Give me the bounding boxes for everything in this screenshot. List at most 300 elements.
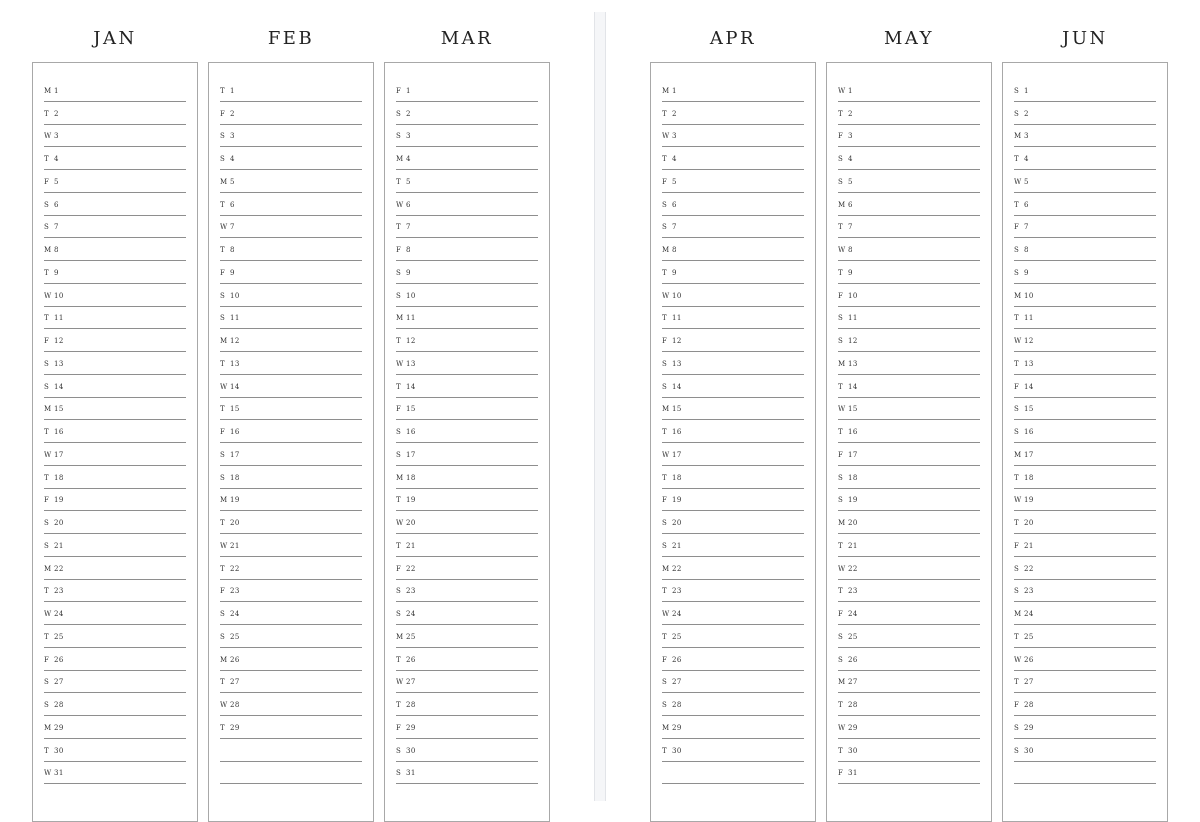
weekday-letter: S — [44, 541, 50, 550]
weekday-letter: M — [838, 359, 846, 368]
day-number: 18 — [848, 473, 858, 482]
weekday-letter: S — [44, 519, 50, 527]
day-number: 25 — [848, 632, 858, 641]
day-row — [220, 739, 362, 762]
weekday-letter: M — [1014, 610, 1022, 618]
day-number: 17 — [406, 450, 416, 459]
weekday-letter: T — [662, 155, 668, 163]
day-number: 22 — [406, 564, 416, 573]
day-row — [396, 739, 538, 762]
day-number: 21 — [230, 541, 240, 550]
weekday-letter: S — [662, 200, 668, 209]
weekday-letter: W — [838, 86, 846, 95]
day-row — [396, 398, 538, 421]
day-number: 8 — [406, 246, 411, 254]
weekday-letter: M — [662, 564, 670, 573]
day-row — [220, 352, 362, 375]
day-row — [44, 762, 186, 785]
day-row — [838, 557, 980, 580]
day-number: 19 — [406, 496, 416, 505]
weekday-letter: S — [396, 450, 402, 459]
day-number: 21 — [406, 541, 416, 550]
day-number: 8 — [1024, 246, 1029, 254]
day-row — [1014, 284, 1156, 307]
day-number: 13 — [54, 359, 64, 368]
weekday-letter: T — [220, 519, 226, 527]
weekday-letter: M — [396, 314, 404, 323]
weekday-letter: T — [396, 701, 402, 709]
day-number: 16 — [54, 428, 64, 436]
month-title: MAR — [440, 28, 494, 49]
day-row — [1014, 193, 1156, 216]
weekday-letter: T — [1014, 314, 1020, 323]
weekday-letter: T — [662, 632, 668, 641]
weekday-letter: T — [838, 746, 844, 755]
day-number: 24 — [54, 610, 64, 618]
day-row — [662, 261, 804, 284]
weekday-letter: M — [1014, 291, 1022, 300]
day-number: 11 — [54, 314, 64, 323]
weekday-letter: S — [838, 632, 844, 641]
day-row — [1014, 580, 1156, 603]
day-number: 7 — [672, 223, 677, 232]
day-row — [838, 125, 980, 148]
day-row — [396, 580, 538, 603]
weekday-letter: W — [838, 246, 846, 254]
day-row — [1014, 625, 1156, 648]
day-number: 15 — [672, 405, 682, 414]
weekday-letter: S — [220, 291, 226, 300]
day-row — [44, 147, 186, 170]
day-number: 24 — [1024, 610, 1034, 618]
weekday-letter: M — [662, 723, 670, 732]
weekday-letter: S — [220, 473, 226, 482]
day-row — [838, 716, 980, 739]
day-number: 14 — [54, 382, 64, 391]
day-row — [662, 489, 804, 512]
day-number: 9 — [54, 268, 59, 277]
day-row — [662, 375, 804, 398]
day-number: 10 — [230, 291, 240, 300]
weekday-letter: M — [220, 655, 228, 664]
weekday-letter: T — [44, 268, 50, 277]
weekday-letter: W — [44, 769, 52, 778]
day-row — [44, 489, 186, 512]
month-title: APR — [709, 28, 757, 49]
weekday-letter: T — [838, 382, 844, 391]
day-row — [44, 170, 186, 193]
day-number: 28 — [406, 701, 416, 709]
day-row — [44, 671, 186, 694]
day-number: 22 — [230, 564, 240, 573]
day-row — [396, 602, 538, 625]
day-row — [662, 147, 804, 170]
weekday-letter: S — [1014, 86, 1020, 95]
day-row — [662, 602, 804, 625]
day-row — [396, 648, 538, 671]
day-row — [220, 602, 362, 625]
day-number: 27 — [672, 678, 682, 687]
weekday-letter: S — [220, 132, 226, 141]
day-row — [838, 398, 980, 421]
day-row — [220, 625, 362, 648]
day-row — [662, 739, 804, 762]
day-number: 26 — [230, 655, 240, 664]
day-number: 9 — [848, 268, 853, 277]
day-row — [662, 580, 804, 603]
day-row — [1014, 739, 1156, 762]
day-row — [220, 580, 362, 603]
day-row — [396, 671, 538, 694]
day-row — [44, 443, 186, 466]
day-number: 28 — [230, 701, 240, 709]
day-number: 1 — [406, 86, 411, 95]
day-row — [44, 716, 186, 739]
day-row — [396, 238, 538, 261]
weekday-letter: W — [1014, 337, 1022, 345]
day-number: 11 — [1024, 314, 1034, 323]
day-number: 26 — [54, 655, 64, 664]
day-number: 13 — [848, 359, 858, 368]
day-number: 18 — [406, 473, 416, 482]
day-row — [662, 466, 804, 489]
weekday-letter: S — [1014, 268, 1020, 277]
weekday-letter: F — [1014, 541, 1020, 550]
weekday-letter: T — [44, 155, 50, 163]
day-row — [44, 648, 186, 671]
day-row — [396, 125, 538, 148]
day-row — [44, 216, 186, 239]
day-number: 22 — [54, 564, 64, 573]
day-number: 22 — [1024, 564, 1034, 573]
weekday-letter: W — [396, 678, 404, 687]
day-number: 5 — [230, 177, 235, 186]
weekday-letter: M — [396, 473, 404, 482]
day-number: 17 — [1024, 450, 1034, 459]
weekday-letter: F — [838, 132, 844, 141]
day-number: 2 — [1024, 109, 1029, 118]
day-row — [396, 443, 538, 466]
weekday-letter: W — [1014, 177, 1022, 186]
day-row — [220, 170, 362, 193]
day-number: 23 — [54, 587, 64, 596]
day-row — [220, 693, 362, 716]
weekday-letter: T — [44, 473, 50, 482]
day-number: 27 — [1024, 678, 1034, 687]
day-number: 25 — [672, 632, 682, 641]
weekday-letter: W — [662, 610, 670, 618]
day-row — [1014, 648, 1156, 671]
weekday-letter: T — [838, 268, 844, 277]
day-row — [662, 238, 804, 261]
weekday-letter: T — [1014, 200, 1020, 209]
day-row — [396, 489, 538, 512]
day-row — [662, 329, 804, 352]
weekday-letter: T — [662, 746, 668, 755]
weekday-letter: M — [220, 177, 228, 186]
month-box — [1002, 62, 1168, 822]
weekday-letter: T — [396, 337, 402, 345]
weekday-letter: W — [220, 382, 228, 391]
weekday-letter: S — [662, 359, 668, 368]
day-row — [662, 193, 804, 216]
day-number: 20 — [672, 519, 682, 527]
weekday-letter: W — [220, 541, 228, 550]
day-row — [1014, 420, 1156, 443]
day-number: 10 — [54, 291, 64, 300]
day-row — [44, 238, 186, 261]
day-number: 28 — [848, 701, 858, 709]
day-number: 11 — [672, 314, 682, 323]
weekday-letter: S — [838, 473, 844, 482]
weekday-letter: W — [1014, 655, 1022, 664]
weekday-letter: T — [220, 564, 226, 573]
weekday-letter: T — [662, 268, 668, 277]
day-number: 21 — [1024, 541, 1034, 550]
day-row — [44, 693, 186, 716]
day-row — [220, 284, 362, 307]
weekday-letter: T — [396, 541, 402, 550]
weekday-letter: T — [44, 314, 50, 323]
day-number: 3 — [848, 132, 853, 141]
weekday-letter: T — [838, 109, 844, 118]
weekday-letter: S — [838, 655, 844, 664]
day-row — [662, 352, 804, 375]
day-number: 26 — [406, 655, 416, 664]
day-number: 10 — [672, 291, 682, 300]
weekday-letter: M — [44, 405, 52, 414]
weekday-letter: T — [838, 223, 844, 232]
day-row — [662, 284, 804, 307]
day-number: 21 — [672, 541, 682, 550]
weekday-letter: F — [1014, 701, 1020, 709]
day-row — [838, 511, 980, 534]
day-row — [44, 534, 186, 557]
day-row — [44, 375, 186, 398]
weekday-letter: W — [396, 519, 404, 527]
weekday-letter: S — [220, 610, 226, 618]
day-row — [1014, 261, 1156, 284]
day-number: 20 — [406, 519, 416, 527]
weekday-letter: T — [44, 632, 50, 641]
day-row — [396, 329, 538, 352]
weekday-letter: S — [396, 132, 402, 141]
weekday-letter: M — [44, 564, 52, 573]
weekday-letter: M — [220, 496, 228, 505]
weekday-letter: T — [396, 655, 402, 664]
day-number: 12 — [54, 337, 64, 345]
day-number: 15 — [230, 405, 240, 414]
day-row — [838, 671, 980, 694]
day-row — [396, 511, 538, 534]
day-row — [838, 466, 980, 489]
day-number: 2 — [848, 109, 853, 118]
day-number: 28 — [672, 701, 682, 709]
weekday-letter: W — [838, 564, 846, 573]
weekday-letter: T — [220, 246, 226, 254]
day-number: 15 — [1024, 405, 1034, 414]
day-row — [838, 79, 980, 102]
day-row — [838, 739, 980, 762]
weekday-letter: T — [44, 587, 50, 596]
weekday-letter: F — [220, 428, 226, 436]
day-row — [662, 102, 804, 125]
day-row — [838, 147, 980, 170]
day-number: 4 — [1024, 155, 1029, 163]
day-row — [1014, 534, 1156, 557]
weekday-letter: W — [44, 291, 52, 300]
day-row — [396, 466, 538, 489]
weekday-letter: S — [662, 223, 668, 232]
weekday-letter: T — [220, 723, 226, 732]
day-row — [220, 147, 362, 170]
weekday-letter: W — [662, 132, 670, 141]
day-row — [44, 625, 186, 648]
weekday-letter: S — [1014, 428, 1020, 436]
day-row — [396, 170, 538, 193]
weekday-letter: T — [44, 746, 50, 755]
weekday-letter: F — [220, 109, 226, 118]
day-row — [662, 534, 804, 557]
day-number: 12 — [406, 337, 416, 345]
day-number: 9 — [672, 268, 677, 277]
day-number: 24 — [406, 610, 416, 618]
day-row — [220, 261, 362, 284]
weekday-letter: S — [44, 223, 50, 232]
day-number: 8 — [54, 246, 59, 254]
day-row — [1014, 466, 1156, 489]
weekday-letter: T — [1014, 473, 1020, 482]
weekday-letter: S — [838, 337, 844, 345]
day-row — [1014, 511, 1156, 534]
day-number: 21 — [848, 541, 858, 550]
day-number: 27 — [230, 678, 240, 687]
day-number: 14 — [848, 382, 858, 391]
weekday-letter: T — [220, 405, 226, 414]
day-number: 16 — [1024, 428, 1034, 436]
day-number: 12 — [1024, 337, 1034, 345]
weekday-letter: T — [662, 473, 668, 482]
day-row — [662, 648, 804, 671]
day-row — [1014, 307, 1156, 330]
weekday-letter: W — [662, 450, 670, 459]
day-number: 26 — [672, 655, 682, 664]
day-row — [838, 534, 980, 557]
day-row — [662, 216, 804, 239]
day-row — [220, 307, 362, 330]
weekday-letter: F — [838, 769, 844, 778]
weekday-letter: M — [44, 86, 52, 95]
day-number: 13 — [1024, 359, 1034, 368]
day-row — [1014, 557, 1156, 580]
day-number: 23 — [1024, 587, 1034, 596]
day-row — [1014, 693, 1156, 716]
weekday-letter: W — [44, 450, 52, 459]
weekday-letter: M — [662, 246, 670, 254]
weekday-letter: T — [1014, 359, 1020, 368]
weekday-letter: W — [44, 610, 52, 618]
day-number: 2 — [406, 109, 411, 118]
day-number: 25 — [54, 632, 64, 641]
day-number: 31 — [54, 769, 64, 778]
day-number: 29 — [672, 723, 682, 732]
day-number: 7 — [54, 223, 59, 232]
day-number: 29 — [230, 723, 240, 732]
weekday-letter: T — [44, 428, 50, 436]
weekday-letter: W — [220, 223, 228, 232]
day-row — [1014, 398, 1156, 421]
weekday-letter: F — [662, 496, 668, 505]
day-row — [662, 420, 804, 443]
day-row — [1014, 762, 1156, 785]
day-number: 5 — [848, 177, 853, 186]
day-number: 27 — [54, 678, 64, 687]
weekday-letter: S — [396, 268, 402, 277]
month-title: FEB — [267, 28, 315, 49]
day-number: 7 — [1024, 223, 1029, 232]
day-number: 9 — [406, 268, 411, 277]
day-number: 19 — [230, 496, 240, 505]
day-number: 5 — [406, 177, 411, 186]
day-number: 6 — [848, 200, 853, 209]
weekday-letter: F — [838, 450, 844, 459]
day-row — [838, 762, 980, 785]
weekday-letter: S — [1014, 109, 1020, 118]
weekday-letter: S — [44, 200, 50, 209]
weekday-letter: T — [1014, 632, 1020, 641]
day-row — [396, 557, 538, 580]
day-number: 25 — [406, 632, 416, 641]
day-number: 6 — [230, 200, 235, 209]
day-number: 31 — [406, 769, 416, 778]
day-row — [838, 329, 980, 352]
weekday-letter: F — [44, 177, 50, 186]
day-number: 13 — [406, 359, 416, 368]
day-row — [396, 420, 538, 443]
day-row — [838, 102, 980, 125]
day-row — [396, 261, 538, 284]
weekday-letter: M — [44, 246, 52, 254]
day-row — [1014, 716, 1156, 739]
day-row — [220, 420, 362, 443]
day-row — [1014, 170, 1156, 193]
weekday-letter: S — [1014, 246, 1020, 254]
weekday-letter: T — [396, 382, 402, 391]
day-number: 5 — [672, 177, 677, 186]
day-row — [838, 625, 980, 648]
day-number: 16 — [406, 428, 416, 436]
day-number: 10 — [406, 291, 416, 300]
day-row — [662, 716, 804, 739]
day-row — [662, 693, 804, 716]
day-number: 8 — [672, 246, 677, 254]
weekday-letter: S — [662, 678, 668, 687]
day-row — [220, 193, 362, 216]
weekday-letter: T — [662, 587, 668, 596]
weekday-letter: S — [220, 632, 226, 641]
day-number: 2 — [672, 109, 677, 118]
day-number: 13 — [230, 359, 240, 368]
day-row — [838, 284, 980, 307]
weekday-letter: S — [396, 587, 402, 596]
day-number: 16 — [672, 428, 682, 436]
weekday-letter: T — [220, 86, 226, 95]
day-number: 4 — [672, 155, 677, 163]
day-number: 24 — [848, 610, 858, 618]
day-number: 13 — [672, 359, 682, 368]
month-box — [384, 62, 550, 822]
month-box — [650, 62, 816, 822]
